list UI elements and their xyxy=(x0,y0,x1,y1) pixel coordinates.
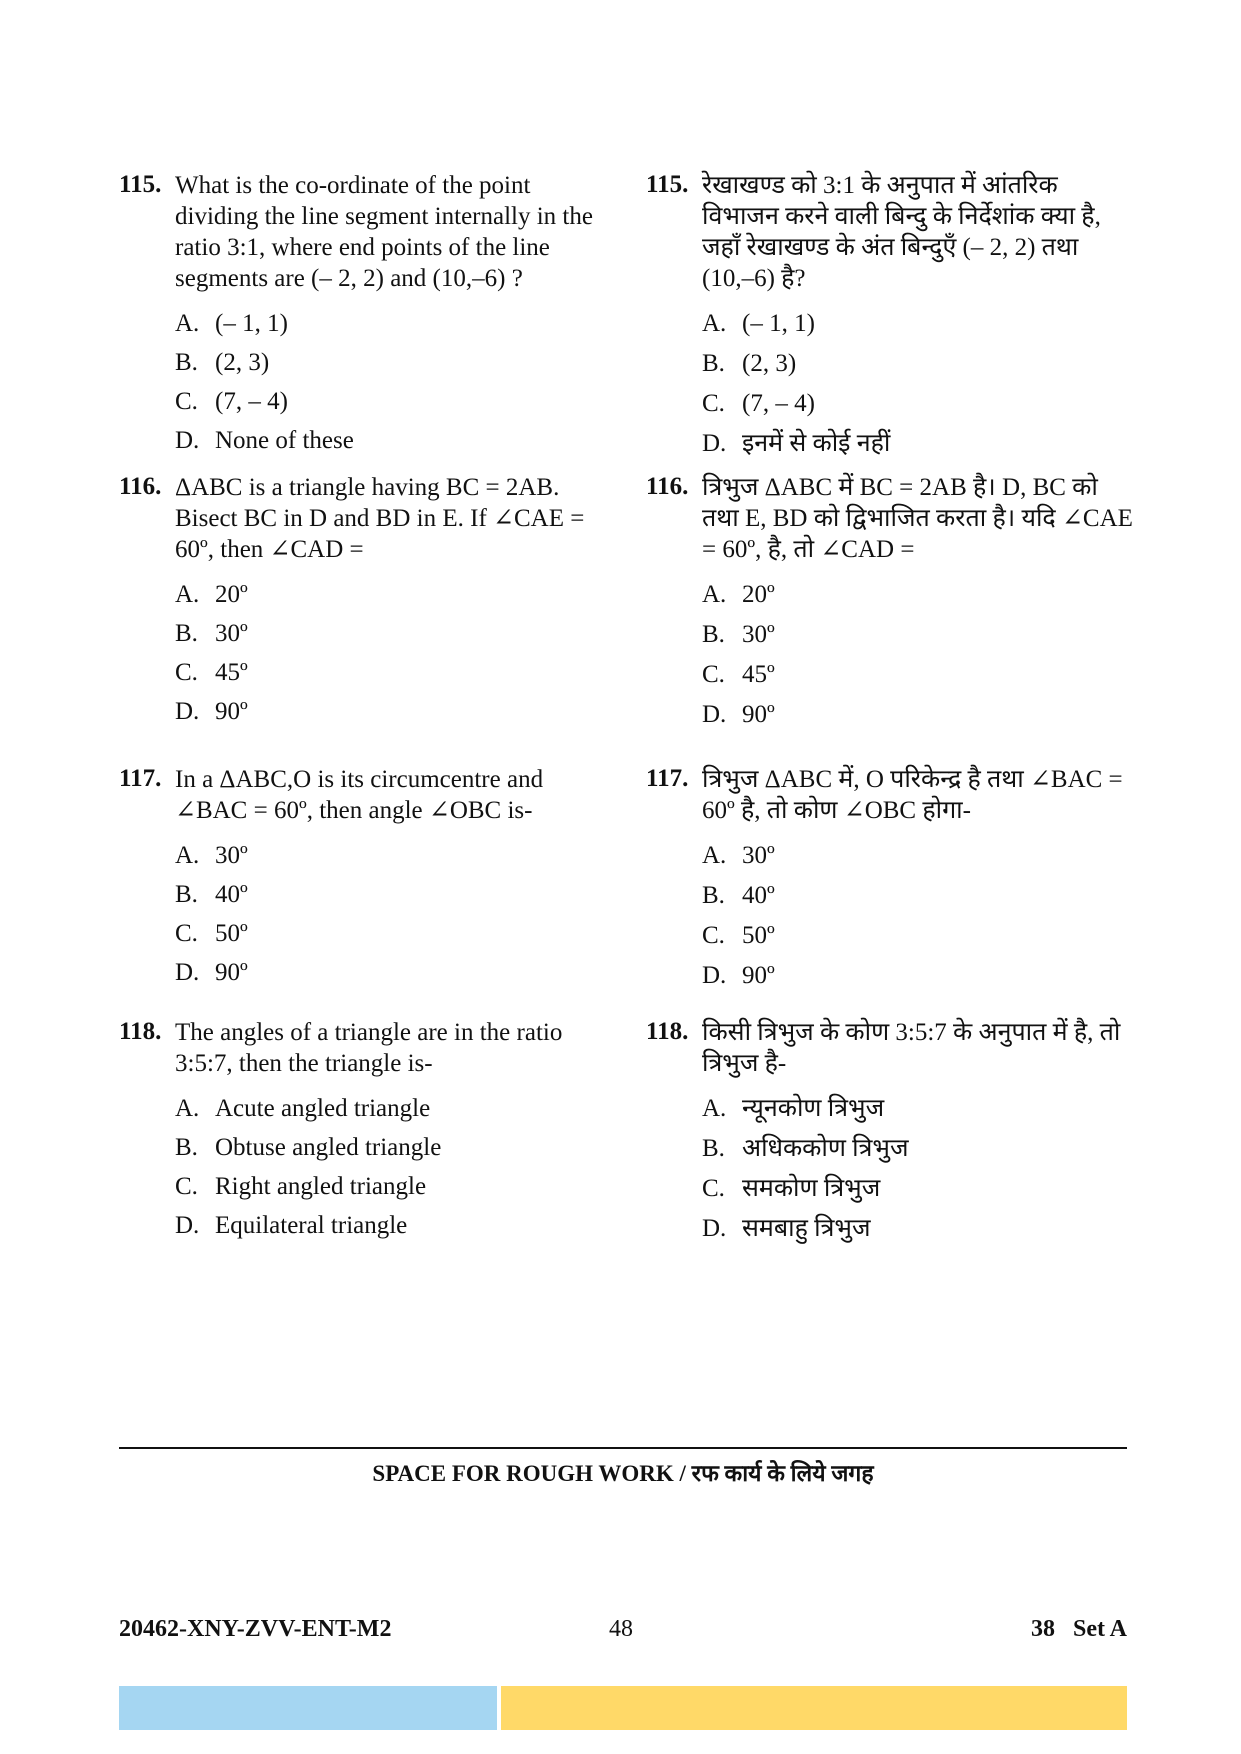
question-number: 118. xyxy=(119,1018,162,1045)
option-text: 30º xyxy=(215,620,248,647)
option xyxy=(702,1129,1136,1169)
question-115-hi xyxy=(646,170,1136,472)
option xyxy=(702,956,1136,996)
option-text: (– 1, 1) xyxy=(215,310,288,337)
option-text: 30º xyxy=(215,842,248,869)
option xyxy=(175,421,619,460)
option-letter: A. xyxy=(702,581,727,608)
option-letter: D. xyxy=(702,430,727,457)
option xyxy=(702,876,1136,916)
option-letter: A. xyxy=(175,310,200,337)
option-letter: D. xyxy=(175,959,200,986)
option-text: 50º xyxy=(742,922,775,949)
option-letter: D. xyxy=(175,1212,200,1239)
option-text: 90º xyxy=(215,698,248,725)
option xyxy=(175,614,619,653)
question-115-en xyxy=(119,170,619,472)
option-text: समकोण त्रिभुज xyxy=(742,1175,881,1202)
option xyxy=(702,1089,1136,1129)
question-text: ΔABC is a triangle having BC = 2AB. Bisect BC in D and BD in E. If ∠CAE = 60º, then ∠CAD = xyxy=(175,474,585,563)
option xyxy=(175,692,619,731)
option xyxy=(175,1089,619,1128)
option-letter: B. xyxy=(702,882,725,909)
option xyxy=(175,304,619,343)
option xyxy=(175,875,619,914)
color-bar-yellow xyxy=(501,1686,1127,1730)
option-text: None of these xyxy=(215,427,354,454)
option xyxy=(702,615,1136,655)
color-bar-blue xyxy=(119,1686,497,1730)
option-letter: B. xyxy=(702,1135,725,1162)
option-text: 45º xyxy=(742,661,775,688)
divider-rule xyxy=(119,1447,1127,1449)
option-text: (2, 3) xyxy=(742,350,797,377)
option-letter: C. xyxy=(702,922,725,949)
option-letter: B. xyxy=(175,620,198,647)
option-letter: A. xyxy=(175,842,200,869)
options-list xyxy=(702,575,1136,735)
option-letter: B. xyxy=(175,1134,198,1161)
option-text: Equilateral triangle xyxy=(215,1212,408,1239)
option-text: Right angled triangle xyxy=(215,1173,427,1200)
option xyxy=(702,384,1136,424)
option xyxy=(702,344,1136,384)
option-letter: C. xyxy=(175,388,198,415)
option xyxy=(175,1128,619,1167)
option-text: Obtuse angled triangle xyxy=(215,1134,442,1161)
question-number: 116. xyxy=(119,473,162,500)
option-letter: B. xyxy=(702,350,725,377)
option xyxy=(702,836,1136,876)
option-text: 50º xyxy=(215,920,248,947)
question-number: 115. xyxy=(119,171,162,198)
options-list xyxy=(702,1089,1136,1249)
option-letter: B. xyxy=(175,881,198,908)
option xyxy=(175,914,619,953)
option-letter: D. xyxy=(702,701,727,728)
question-text: त्रिभुज ΔABC में, O परिकेन्द्र है तथा ∠BAC = 60º है, तो कोण ∠OBC होगा- xyxy=(702,766,1123,824)
option-letter: D. xyxy=(702,1215,727,1242)
option xyxy=(175,653,619,692)
english-column xyxy=(119,170,619,1245)
option-letter: C. xyxy=(175,659,198,686)
question-number: 116. xyxy=(646,473,689,500)
option-letter: C. xyxy=(175,1173,198,1200)
options-list xyxy=(175,1089,619,1245)
paper-code: 20462-XNY-ZVV-ENT-M2 xyxy=(119,1616,392,1642)
option xyxy=(702,1169,1136,1209)
question-text: किसी त्रिभुज के कोण 3:5:7 के अनुपात में है, तो त्रिभुज है- xyxy=(702,1019,1121,1077)
option-text: 20º xyxy=(742,581,775,608)
option-letter: A. xyxy=(175,1095,200,1122)
option-text: अधिककोण त्रिभुज xyxy=(742,1135,909,1162)
set-label: 38 Set A xyxy=(1031,1616,1127,1642)
option-text: (2, 3) xyxy=(215,349,270,376)
option-letter: D. xyxy=(175,698,200,725)
option-letter: C. xyxy=(702,390,725,417)
question-117-hi xyxy=(646,764,1136,1017)
question-116-hi xyxy=(646,472,1136,764)
question-text: The angles of a triangle are in the ratio 3:5:7, then the triangle is- xyxy=(175,1019,563,1077)
rough-work-heading: SPACE FOR ROUGH WORK / रफ कार्य के लिये जगह xyxy=(372,1461,874,1486)
question-text: रेखाखण्ड को 3:1 के अनुपात में आंतरिक विभाजन करने वाली बिन्दु के निर्देशांक क्या है, जहाँ रेखाखण्ड के अंत बिन्दुएँ (– 2, 2) तथा (10,–6) है? xyxy=(702,172,1101,292)
question-number: 117. xyxy=(119,765,162,792)
option-text: 45º xyxy=(215,659,248,686)
option-text: 40º xyxy=(742,882,775,909)
question-117-en xyxy=(119,764,619,1017)
option-text: Acute angled triangle xyxy=(215,1095,431,1122)
option xyxy=(702,695,1136,735)
options-list xyxy=(702,836,1136,996)
option-text: 30º xyxy=(742,842,775,869)
option-text: (– 1, 1) xyxy=(742,310,815,337)
question-118-hi xyxy=(646,1017,1136,1249)
option-letter: C. xyxy=(175,920,198,947)
option-text: 90º xyxy=(215,959,248,986)
options-list xyxy=(702,304,1136,464)
option-text: 40º xyxy=(215,881,248,908)
options-list xyxy=(175,304,619,460)
option-letter: B. xyxy=(702,621,725,648)
option-text: 20º xyxy=(215,581,248,608)
option-text: (7, – 4) xyxy=(742,390,815,417)
option xyxy=(702,916,1136,956)
option xyxy=(702,424,1136,464)
option-letter: A. xyxy=(702,842,727,869)
option-letter: D. xyxy=(702,962,727,989)
option xyxy=(702,1209,1136,1249)
option xyxy=(175,953,619,992)
option xyxy=(702,575,1136,615)
question-number: 118. xyxy=(646,1018,689,1045)
option xyxy=(175,575,619,614)
option-letter: A. xyxy=(702,1095,727,1122)
question-number: 117. xyxy=(646,765,689,792)
option xyxy=(175,1167,619,1206)
option-text: समबाहु त्रिभुज xyxy=(742,1215,871,1242)
option-letter: B. xyxy=(175,349,198,376)
question-118-en xyxy=(119,1017,619,1245)
question-116-en xyxy=(119,472,619,764)
question-text: In a ΔABC,O is its circumcentre and ∠BAC = 60º, then angle ∠OBC is- xyxy=(175,766,544,824)
option xyxy=(702,655,1136,695)
hindi-column xyxy=(646,170,1136,1249)
option xyxy=(175,836,619,875)
option-letter: C. xyxy=(702,661,725,688)
option xyxy=(175,1206,619,1245)
question-text: What is the co-ordinate of the point dividing the line segment internally in the ratio 3:1, where end points of the line segments are (– 2, 2) and (10,–6) ? xyxy=(175,172,593,292)
option-text: इनमें से कोई नहीं xyxy=(742,430,891,457)
question-number: 115. xyxy=(646,171,689,198)
option-letter: A. xyxy=(175,581,200,608)
option-letter: C. xyxy=(702,1175,725,1202)
option-text: न्यूनकोण त्रिभुज xyxy=(742,1095,885,1122)
option-text: 90º xyxy=(742,962,775,989)
option xyxy=(175,382,619,421)
option xyxy=(175,343,619,382)
option-letter: D. xyxy=(175,427,200,454)
options-list xyxy=(175,575,619,731)
option-text: 30º xyxy=(742,621,775,648)
option-text: 90º xyxy=(742,701,775,728)
option-letter: A. xyxy=(702,310,727,337)
page-number: 48 xyxy=(609,1616,633,1642)
option-text: (7, – 4) xyxy=(215,388,288,415)
option xyxy=(702,304,1136,344)
question-text: त्रिभुज ΔABC में BC = 2AB है। D, BC को तथा E, BD को द्विभाजित करता है। यदि ∠CAE = 60º, है, तो ∠CAD = xyxy=(702,474,1133,563)
options-list xyxy=(175,836,619,992)
